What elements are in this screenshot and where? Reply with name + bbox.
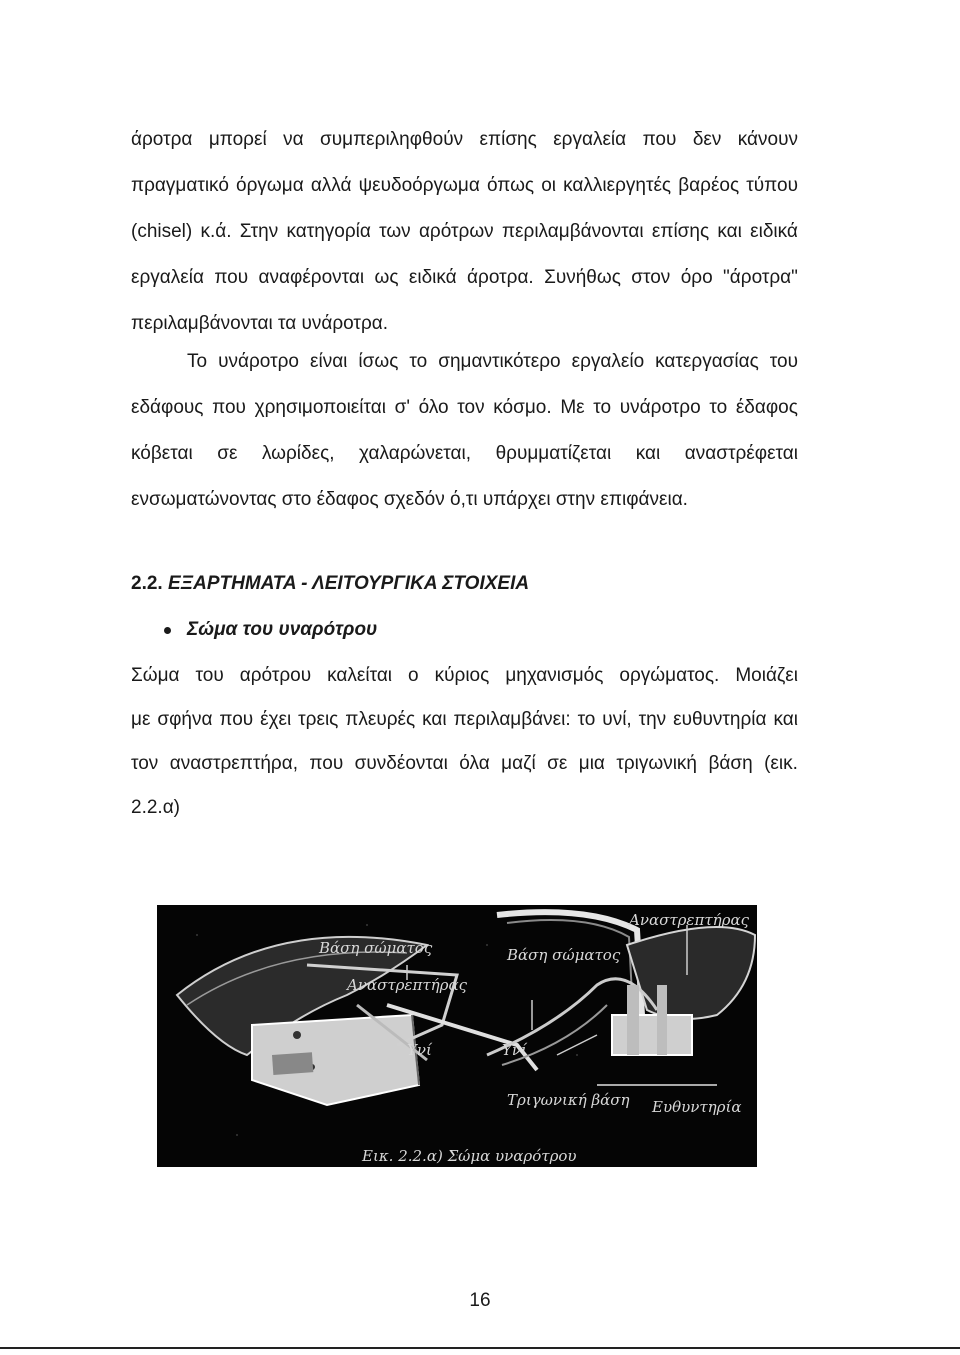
paragraph3-line-4: 2.2.α) xyxy=(131,797,181,818)
label-anastreptiras-left: Αναστρεπτήρας xyxy=(347,976,467,994)
paragraph2-line-1: Το υνάροτρο είναι ίσως το σημαντικότερο εργαλείο κατεργασίας του xyxy=(187,351,798,372)
paragraph1-line-4: εργαλεία που αναφέρονται ως ειδικά άροτρα. Συνήθως στον όρο "άροτρα" xyxy=(131,267,798,288)
label-vasi-somatos-left: Βάση σώματος xyxy=(319,939,433,957)
paragraph3-line-2: με σφήνα που έχει τρεις πλευρές και περιλαμβάνει: το υνί, την ευθυντηρία και xyxy=(131,709,798,730)
section-title: ΕΞΑΡΤΗΜΑΤΑ - ΛΕΙΤΟΥΡΓΙΚΑ ΣΤΟΙΧΕΙΑ xyxy=(167,573,530,594)
bullet-icon xyxy=(164,627,171,634)
paragraph2-line-4: ενσωματώνοντας στο έδαφος σχεδόν ό,τι υπάρχει στην επιφάνεια. xyxy=(131,489,688,510)
label-anastreptiras-top: Αναστρεπτήρας xyxy=(629,911,749,929)
label-yni-right: Υνί xyxy=(502,1041,527,1059)
label-yni-left: Υνί xyxy=(407,1041,432,1059)
label-trigoniki-vasi: Τριγωνική βάση xyxy=(507,1091,630,1109)
bullet-label: Σώμα του υναρότρου xyxy=(187,619,378,640)
section-heading xyxy=(131,572,529,596)
section-number: 2.2. xyxy=(131,573,163,594)
paragraph2-line-3: κόβεται σε λωρίδες, χαλαρώνεται, θρυμματίζεται και αναστρέφεται xyxy=(131,443,798,464)
paragraph1-line-5: περιλαμβάνονται τα υνάροτρα. xyxy=(131,313,389,334)
paragraph1-line-1: άροτρα μπορεί να συμπεριληφθούν επίσης εργαλεία που δεν κάνουν xyxy=(131,129,798,150)
paragraph3-line-1: Σώμα του αρότρου καλείται ο κύριος μηχανισμός οργώματος. Μοιάζει xyxy=(131,665,798,686)
bottom-border xyxy=(0,1347,960,1349)
paragraph1-line-2: πραγματικό όργωμα αλλά ψευδοόργωμα όπως οι καλλιεργητές βαρέος τύπου xyxy=(131,175,798,196)
paragraph3-line-3: τον αναστρεπτήρα, που συνδέονται όλα μαζί σε μια τριγωνική βάση (εικ. xyxy=(131,753,798,774)
plough-diagram xyxy=(157,905,757,1167)
figure-caption: Εικ. 2.2.α) Σώμα υναρότρου xyxy=(362,1147,577,1165)
bullet-item xyxy=(164,618,377,642)
paragraph2-line-2: εδάφους που χρησιμοποιείται σ' όλο τον κόσμο. Με το υνάροτρο το έδαφος xyxy=(131,397,798,418)
page-number: 16 xyxy=(469,1290,491,1311)
label-vasi-somatos-right: Βάση σώματος xyxy=(507,946,621,964)
label-efthyntiria: Ευθυντηρία xyxy=(652,1098,742,1116)
plough-body-figure xyxy=(157,905,757,1167)
paragraph1-line-3: (chisel) κ.ά. Στην κατηγορία των αρότρων περιλαμβάνονται επίσης και ειδικά xyxy=(131,221,798,242)
